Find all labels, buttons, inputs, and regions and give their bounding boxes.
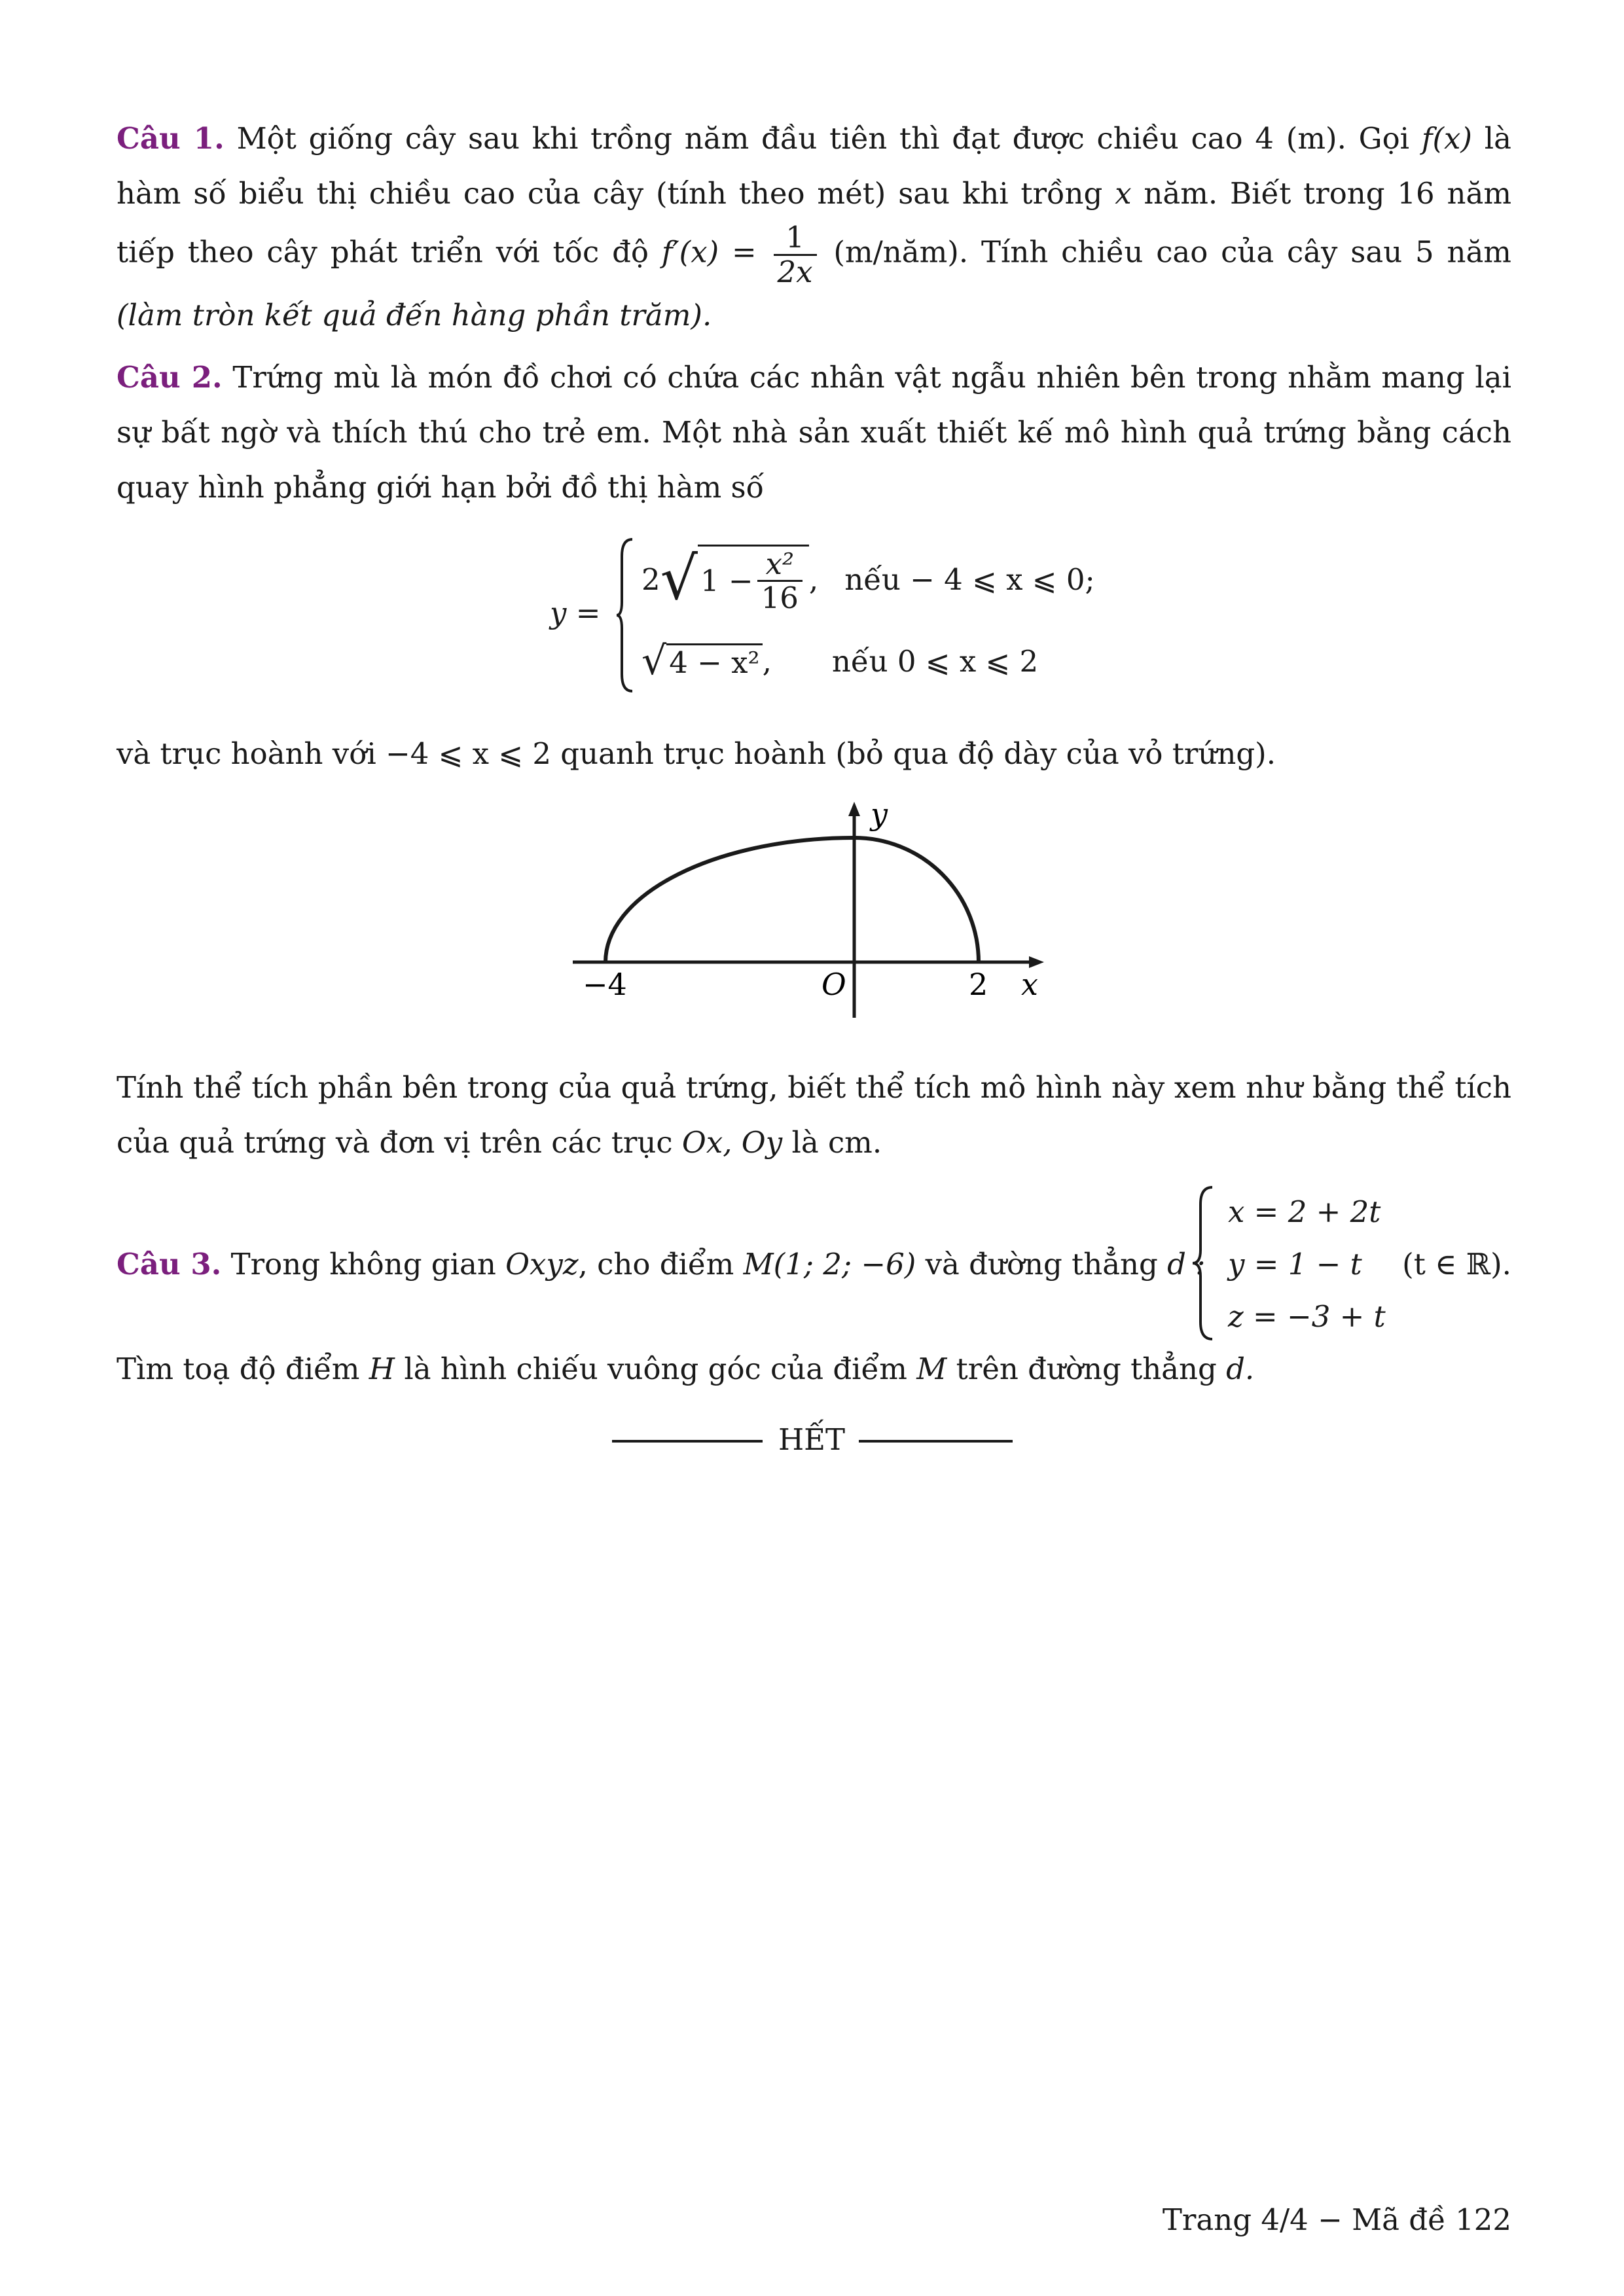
q1-text-3: năm. Biết trong 16 năm tiếp theo cây phát triển với tốc độ (117, 176, 1512, 270)
label-origin: O (821, 967, 846, 1002)
q2-question (117, 1060, 1511, 1170)
system-eq-y: y = 1 − t (1228, 1247, 1362, 1282)
system-brace (1190, 1185, 1216, 1342)
egg-graph (563, 795, 1060, 1031)
q3-space: Oxyz (505, 1247, 579, 1282)
question-1 (117, 111, 1511, 343)
q1-fx: f(x) (1421, 121, 1472, 156)
q2-continuation (117, 726, 1511, 781)
tick-2: 2 (969, 967, 988, 1002)
q3-M: M (916, 1352, 947, 1386)
case-2 (641, 635, 1038, 687)
question-2 (117, 350, 1511, 515)
q3-first-line (117, 1237, 1205, 1292)
case-1-den: 16 (761, 581, 799, 615)
q3-point: M(1; 2; −6) (743, 1247, 916, 1282)
q1-fraction-den: 2x (777, 254, 813, 289)
y-axis-arrow (848, 802, 860, 816)
case-1-fraction (757, 548, 803, 615)
system-eq-x: x = 2 + 2t (1228, 1194, 1381, 1229)
case-1-num: x² (757, 548, 803, 583)
system-eq-z: z = −3 + t (1228, 1299, 1386, 1334)
case-2-radicand: 4 − x² (666, 643, 762, 679)
piecewise-y: y = (550, 596, 601, 630)
question-3-label: Câu 3. (117, 1247, 222, 1282)
param-domain: (t ∈ ℝ). (1402, 1247, 1511, 1282)
case-2-condition: nếu 0 ⩽ x ⩽ 2 (831, 643, 1039, 679)
case-2-comma: , (762, 643, 772, 679)
tick-minus-4: −4 (583, 967, 627, 1002)
case-1-one: 1 − (700, 563, 753, 598)
end-rule-right (859, 1440, 1013, 1443)
q1-text-2: là hàm số biểu thị chiều cao của cây (tính theo mét) sau khi trồng (117, 121, 1511, 211)
sqrt-sign-1: √ (660, 545, 698, 613)
q2-text-2: và trục hoành với −4 ⩽ x ⩽ 2 quanh trục hoành (bỏ qua độ dày của vỏ trứng). (117, 736, 1276, 771)
q3-line: d : (1167, 1247, 1206, 1282)
q1-text-4: (m/năm). Tính chiều cao của cây sau 5 năm (833, 234, 1511, 270)
q2-axes: Ox, Oy (681, 1125, 783, 1160)
q3-text-5: là hình chiếu vuông góc của điểm (404, 1352, 907, 1386)
page-footer: Trang 4/4 − Mã đề 122 (1162, 2202, 1511, 2237)
label-x: x (1021, 967, 1038, 1002)
q3-d: d. (1226, 1352, 1255, 1386)
end-rule-left (612, 1440, 763, 1443)
question-1-label: Câu 1. (117, 121, 225, 156)
q3-text-6: trên đường thẳng (956, 1352, 1217, 1386)
q3-H: H (369, 1352, 395, 1386)
q2-text-1: Trứng mù là món đồ chơi có chứa các nhân vật ngẫu nhiên bên trong nhằm mang lại sự bất ngờ và thích thú cho trẻ em. Một nhà sản xuất thiết kế mô hình quả trứng bằng cách quay hình phẳng giới hạn bởi đồ thị hàm số (117, 360, 1511, 505)
q1-fraction (774, 221, 817, 288)
q2-text-4: là cm. (791, 1125, 882, 1160)
q2-text-3: Tính thể tích phần bên trong của quả trứng, biết thể tích mô hình này xem như bằng thể tích của quả trứng và đơn vị trên các trục (117, 1070, 1511, 1160)
case-1-condition: nếu − 4 ⩽ x ⩽ 0; (844, 562, 1095, 597)
q3-text-1: Trong không gian (230, 1247, 496, 1282)
q1-derivative: f′(x) = (661, 234, 757, 270)
case-1-comma: , (808, 562, 819, 597)
case-1-radicand (698, 545, 809, 615)
piecewise-brace (615, 537, 635, 694)
q1-x: x (1115, 176, 1132, 211)
case-1-coef: 2 (641, 562, 660, 597)
sqrt-sign-2: √ (641, 638, 667, 684)
q1-text-1: Một giống cây sau khi trồng năm đầu tiên thì đạt được chiều cao 4 (m). Gọi (236, 121, 1410, 156)
q1-fraction-num: 1 (774, 221, 817, 256)
end-label: HẾT (778, 1422, 846, 1457)
label-y: y (871, 797, 888, 832)
question-2-label: Câu 2. (117, 360, 223, 395)
q3-text-3: và đường thẳng (925, 1247, 1158, 1282)
q3-text-4: Tìm toạ độ điểm (117, 1352, 360, 1386)
curve-ellipse (605, 838, 854, 962)
q1-text-5: (làm tròn kết quả đến hàng phần trăm). (117, 298, 712, 332)
piecewise-function (543, 530, 1132, 700)
case-1 (641, 543, 1095, 615)
question-3 (117, 1185, 1511, 1342)
q3-text-2: , cho điểm (578, 1247, 734, 1282)
q3-question (117, 1342, 1511, 1397)
curve-circle (854, 838, 979, 962)
